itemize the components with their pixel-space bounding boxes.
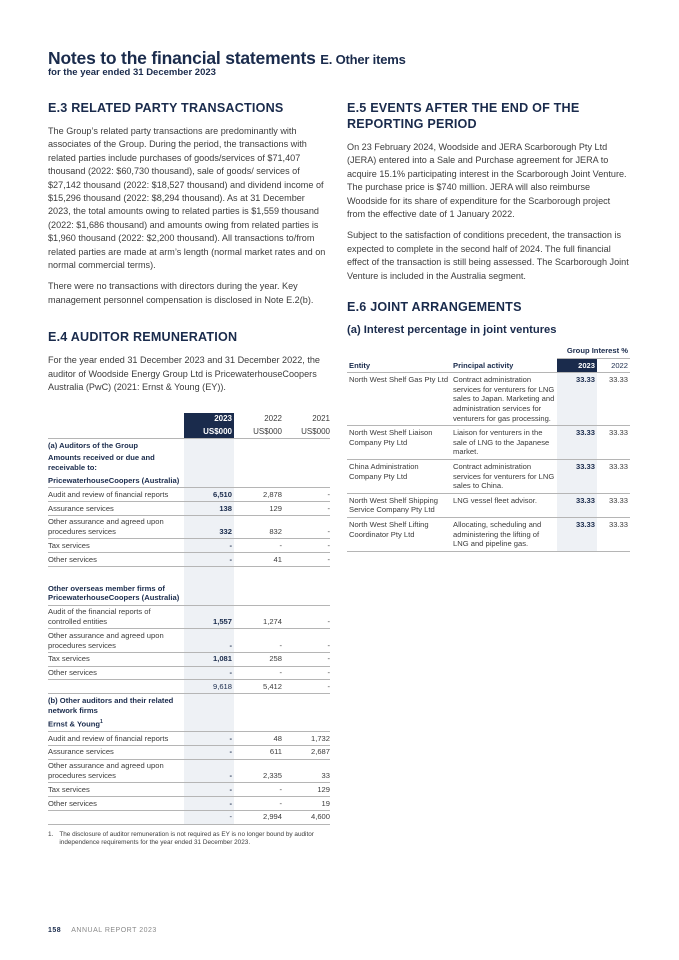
pwc-label: PricewaterhouseCoopers (Australia) — [48, 474, 184, 487]
table-row: Other services - 41 - — [48, 553, 330, 567]
table-row: Tax services - - 129 — [48, 783, 330, 797]
page-subtitle: for the year ended 31 December 2023 — [48, 67, 216, 78]
table-row: Audit and review of financial reports - 48 1,732 — [48, 732, 330, 746]
e3-heading: E.3 RELATED PARTY TRANSACTIONS — [48, 101, 284, 115]
page-number: 158 — [48, 927, 62, 934]
ey-label: Ernst & Young$^1$ — [48, 717, 184, 732]
e6-heading: E.6 JOINT ARRANGEMENTS — [347, 300, 522, 315]
unit-2022: US$000 — [234, 425, 282, 438]
table-row: Tax services - - - — [48, 539, 330, 553]
page-footer — [48, 927, 157, 934]
table-row: North West Shelf Liaison Company Pty Ltd Liaison for venturers in the sale of LNG to the Japanese market. 33.33 33.33 — [347, 426, 630, 460]
unit-2023: US$000 — [184, 425, 234, 438]
table-row: Tax services 1,081 258 - — [48, 652, 330, 666]
e3-paragraph-2: There were no transactions with directors during the year. Key management personnel compensation is disclosed in Note E.2(b). — [48, 281, 314, 305]
page-title-text: Notes to the financial statements — [48, 48, 316, 68]
table-row: Audit of the financial reports of controlled entities 1,557 1,274 - — [48, 605, 330, 629]
col-entity: Entity — [347, 358, 451, 373]
table-row: North West Shelf Shipping Service Company Pty Ltd LNG vessel fleet advisor. 33.33 33.33 — [347, 493, 630, 517]
amounts-label: Amounts received or due and receivable to: — [48, 453, 155, 473]
left-column — [48, 100, 330, 848]
col-2022: 2022 — [597, 358, 630, 373]
col-2021: 2021 — [312, 414, 330, 423]
e4-paragraph-1: For the year ended 31 December 2023 and 31 December 2022, the auditor of Woodside Energy Group Ltd is PricewaterhouseCoopers Australia (PwC) (2021: Ernst & Young (EY)). — [48, 355, 320, 393]
table-row: Audit and review of financial reports 6,510 2,878 - — [48, 488, 330, 502]
table-row: Other assurance and agreed upon procedures services - 2,335 33 — [48, 759, 330, 783]
e5-paragraph-2: Subject to the satisfaction of conditions precedent, the transaction is expected to complete in the second half of 2024. The full financial effect of the transaction is still being assessed. The Scarborough Joint Venture is included in the Australia segment. — [347, 230, 629, 281]
col-2023: 2023 — [184, 413, 234, 426]
table-row: Other assurance and agreed upon procedures services 332 832 - — [48, 515, 330, 539]
unit-2021: US$000 — [282, 425, 330, 438]
joint-ventures-table — [347, 344, 630, 552]
e3-paragraph-1: The Group’s related party transactions are predominantly with associates of the Group. During the period, the transactions with related parties include purchases of goods/services of $71,407 thousand (2022: $60,730 thousand), sale of goods/ services of $27,142 thousand (2022: $18,527 thousand) and dividend income of $15,296 thousand (2022: $8,294 thousand). As at 31 December 2023, the total amounts owing to related parties is $1,559 thousand (2022: $1,686 thousand) and amounts owing from related parties is $1,960 thousand (2022: $2,200 thousand). All transactions to/from related parties are made at arm’s length (normal market rates and on normal commercial terms). — [48, 126, 326, 271]
e6-subheading: (a) Interest percentage in joint ventures — [347, 324, 557, 337]
footnote — [48, 831, 330, 848]
table-row: North West Shelf Lifting Coordinator Pty Ltd Allocating, scheduling and administering the lifting of LNG and pipeline gas. 33.33 33.33 — [347, 517, 630, 551]
report-name: ANNUAL REPORT 2023 — [71, 927, 157, 934]
table-row: Other services - - - — [48, 666, 330, 680]
group-interest-header: Group Interest % — [557, 344, 630, 358]
footnote-text: The disclosure of auditor remuneration is not required as EY is no longer bound by auditor independence requirements for the year ended 31 December 2023. — [59, 830, 314, 847]
total-row-a: 9,618 5,412 - — [48, 680, 330, 694]
page-section: E. Other items — [320, 52, 406, 67]
table-row: Assurance services - 611 2,687 — [48, 745, 330, 759]
e5-heading: E.5 EVENTS AFTER THE END OF THE REPORTING PERIOD — [347, 101, 580, 131]
e4-heading: E.4 AUDITOR REMUNERATION — [48, 330, 238, 345]
right-column — [347, 100, 630, 552]
table-row: North West Shelf Gas Pty Ltd Contract administration services for venturers for LNG sales to Japan. Marketing and administration services for venturers for gas processing. 33.33 33.33 — [347, 373, 630, 426]
overseas-label: Other overseas member firms of PricewaterhouseCoopers (Australia) — [48, 582, 184, 605]
total-row-b: - 2,994 4,600 — [48, 810, 330, 824]
section-b-label: (b) Other auditors and their related network firms — [48, 695, 174, 715]
footnote-number: 1. — [48, 830, 54, 838]
page-title — [48, 48, 406, 69]
col-2022: 2022 — [264, 414, 282, 423]
table-row: Other services - - 19 — [48, 797, 330, 811]
e5-paragraph-1: On 23 February 2024, Woodside and JERA Scarborough Pty Ltd (JERA) entered into a Sale and Purchase agreement for JERA to acquire 15.1% participating interest in the Scarborough Joint Venture. The purchase price is $740 million. JERA will also reimburse Woodside for its share of expenditure for the Scarborough project from the effective date of 1 January 2022. — [347, 142, 627, 220]
col-2023: 2023 — [557, 358, 597, 373]
section-a-label: (a) Auditors of the Group — [48, 440, 138, 450]
auditor-remuneration-table — [48, 413, 330, 825]
table-row: Other assurance and agreed upon procedures services - - - — [48, 629, 330, 653]
table-row: Assurance services 138 129 - — [48, 502, 330, 516]
col-activity: Principal activity — [451, 358, 557, 373]
table-row: China Administration Company Pty Ltd Contract administration services for venturers for LNG sales to China. 33.33 33.33 — [347, 460, 630, 494]
